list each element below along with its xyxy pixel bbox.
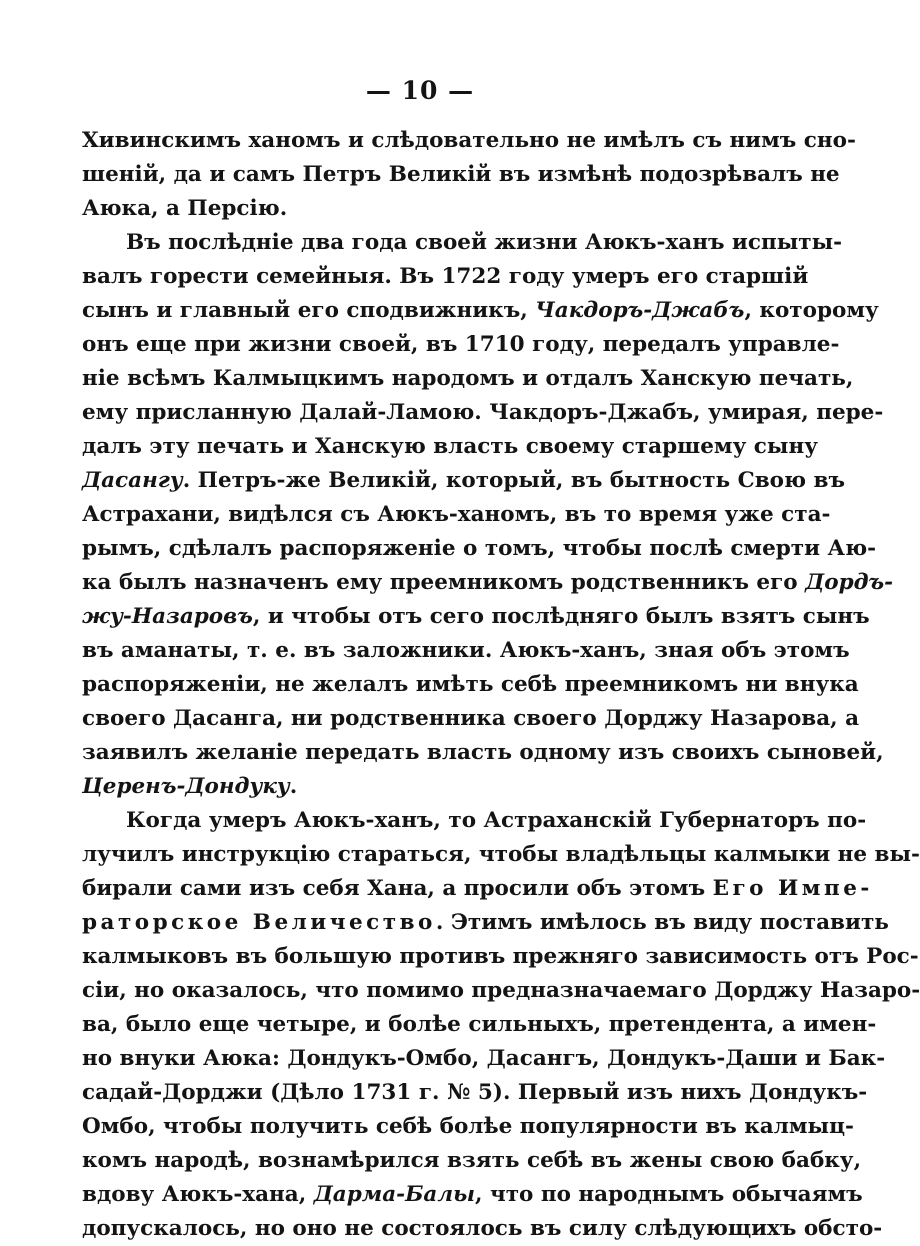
text-line [82,464,845,498]
text-line [82,396,884,430]
text-segment: рымъ, сдѣлалъ распоряженіе о томъ, чтобы послѣ смерти Аю- [82,536,877,561]
text-segment: бирали сами изъ себя Хана, а просили объ этомъ [82,876,713,901]
text-segment: онъ еще при жизни своей, въ 1710 году, передалъ управле- [82,332,840,357]
italic-name: Церенъ-Дондуку [82,774,290,799]
text-segment: Въ послѣдніе два года своей жизни Аюкъ-ханъ испыты- [126,230,843,255]
text-segment: , и чтобы отъ сего послѣдняго былъ взятъ сынъ [252,604,870,629]
text-line [82,1212,883,1246]
text-line [82,702,860,736]
text-segment: калмыковъ въ большую противъ прежняго зависимость отъ Рос- [82,944,919,969]
text-line [82,566,894,600]
text-segment: , которому [744,298,879,323]
text-line [82,260,809,294]
text-segment: Омбо, чтобы получить себѣ болѣе популярности въ калмыц- [82,1114,854,1139]
text-line [82,328,840,362]
text-line [82,498,831,532]
text-line [82,736,884,770]
text-segment: лучилъ инструкцію стараться, чтобы владѣльцы калмыки не вы- [82,842,920,867]
text-segment: . Этимъ имѣлось въ виду поставить [435,910,889,935]
text-segment: заявилъ желаніе передать власть одному изъ своихъ сыновей, [82,740,884,765]
text-segment: Когда умеръ Аюкъ-ханъ, то Астраханскій Губернаторъ по- [126,808,867,833]
text-segment: Астрахани, видѣлся съ Аюкъ-ханомъ, въ то время уже ста- [82,502,831,527]
text-line [82,600,870,634]
text-segment: но внуки Аюка: Дондукъ-Омбо, Дасангъ, Дондукъ-Даши и Бак- [82,1046,886,1071]
italic-name: жу-Назаровъ [82,604,253,629]
text-line [82,872,873,906]
text-segment: Аюка, а Персію. [82,196,288,221]
text-line [82,1008,877,1042]
text-segment: комъ народѣ, вознамѣрился взять себѣ въ жены свою бабку, [82,1148,862,1173]
text-line [82,532,877,566]
text-segment: . Петръ-же Великій, который, въ бытность Свою въ [182,468,845,493]
text-line [82,158,840,192]
text-segment: допускалось, но оно не состоялось въ силу слѣдующихъ обсто- [82,1216,883,1241]
text-line [82,668,859,702]
body-text [82,124,920,1246]
text-segment: сынъ и главный его сподвижникъ, [82,298,536,323]
italic-name: Дарма-Балы [313,1182,475,1207]
spaced-title: раторское Величество [82,910,436,935]
text-line [82,124,856,158]
text-line [82,634,850,668]
page-number: — 10 — [365,76,475,105]
text-line [82,430,818,464]
text-line [82,770,714,804]
text-segment: ва, было еще четыре, и болѣе сильныхъ, претендента, а имен- [82,1012,877,1037]
text-segment: , что по народнымъ обычаямъ [474,1182,863,1207]
text-line [82,294,879,328]
text-line [82,226,843,260]
text-segment: валъ горести семейныя. Въ 1722 году умеръ его старшій [82,264,809,289]
italic-name: Чакдоръ-Джабъ [535,298,745,323]
text-line [82,940,919,974]
text-segment: Хивинскимъ ханомъ и слѣдовательно не имѣлъ съ нимъ сно- [82,128,856,153]
text-line [82,1144,862,1178]
text-segment: ему присланную Далай-Ламою. Чакдоръ-Джабъ, умирая, пере- [82,400,884,425]
text-segment: шеній, да и самъ Петръ Великій въ измѣнѣ подозрѣвалъ не [82,162,840,187]
text-line [82,1076,868,1110]
text-line [82,362,854,396]
text-line [82,838,920,872]
text-segment: далъ эту печать и Ханскую власть своему старшему сыну [82,434,818,459]
italic-name: Дасангу [82,468,183,493]
text-segment: распоряженіи, не желалъ имѣть себѣ преемникомъ ни внука [82,672,859,697]
text-segment: садай-Дорджи (Дѣло 1731 г. № 5). Первый изъ нихъ Дондукъ- [82,1080,868,1105]
text-segment: въ аманаты, т. е. въ заложники. Аюкъ-ханъ, зная объ этомъ [82,638,850,663]
text-segment: сіи, но оказалось, что помимо предназначаемаго Дорджу Назаро- [82,978,920,1003]
text-line [82,974,920,1008]
text-segment: своего Дасанга, ни родственника своего Дорджу Назарова, а [82,706,860,731]
text-line [82,804,867,838]
text-line [82,1110,854,1144]
spaced-title: Его Импе- [712,876,873,901]
text-line [82,1178,863,1212]
text-segment: . [289,774,298,799]
text-line [82,1042,886,1076]
text-segment: ніе всѣмъ Калмыцкимъ народомъ и отдалъ Ханскую печать, [82,366,854,391]
italic-name: Дордъ- [805,570,894,595]
text-segment: вдову Аюкъ-хана, [82,1182,314,1207]
text-line [82,906,889,940]
text-line [82,192,714,226]
text-segment: ка былъ назначенъ ему преемникомъ родственникъ его [82,570,806,595]
